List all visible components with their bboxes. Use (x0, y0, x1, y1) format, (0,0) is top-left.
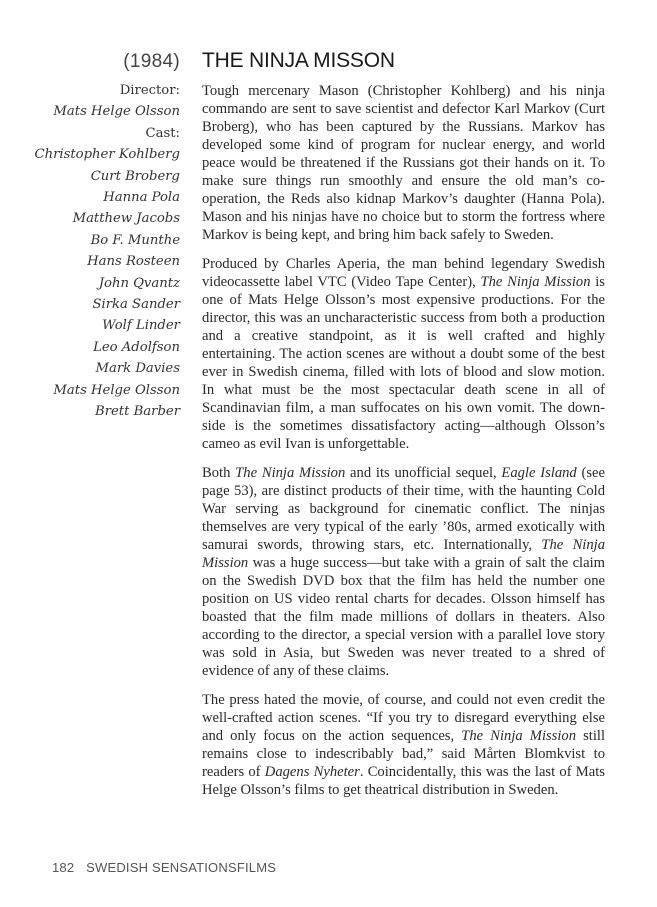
running-head: SWEDISH SENSATIONSFILMS (86, 860, 277, 875)
italic-title: The Ninja Mission (235, 465, 346, 481)
text-run: Tough mercenary Mason (Christopher Kohlberg) and his ninja commando are sent to save scientist and defector Karl Markov (Curt Broberg), who has been captured by the Russians. Markov has developed some kind of program for nuclear energy, and world peace would be threatened if the Russians got their hands on it. To make sure things run smoothly and ensure the old man’s co-operation, the Reds also kidnap Markov’s daughter (Hanna Pola). Mason and his ninjas have no choice but to storm the fortress where Markov is being kept, and bring him back safely to Sweden. (202, 83, 605, 243)
italic-title: Dagens Nyheter (264, 764, 360, 780)
cast-member: Curt Broberg (90, 168, 180, 184)
release-year: (1984) (123, 51, 180, 72)
director-label: Director: (119, 83, 180, 98)
article (202, 46, 605, 810)
cast-member: Mats Helge Olsson (53, 382, 180, 398)
cast-member: Brett Barber (95, 404, 180, 420)
text-run: . Coincidentally, this was the last of Mats Helge Olsson’s films to get theatrical distribution in Sweden. (202, 764, 605, 798)
cast-member: Hanna Pola (103, 190, 180, 206)
cast-member: Sirka Sander (92, 297, 180, 313)
italic-title: The Ninja Mission (461, 728, 577, 744)
text-run: Both (202, 465, 236, 481)
text-run: still remains close to indescribably bad,” said Mårten Blomkvist to readers of (202, 728, 606, 780)
cast-label: Cast: (145, 125, 180, 141)
director-name: Mats Helge Olsson (53, 104, 180, 120)
cast-member: Bo F. Munthe (90, 232, 180, 248)
text-run: is one of Mats Helge Olsson’s most expensive productions. For the director, this was an uncharacteristic success from both a production and a creative standpoint, as it is well crafted and highly entertaining. The action scenes are without a doubt some of the best ever in Swedish cinema, filled with lots of blood and slow motion. In what must be the most spectacular death scene in all of Scandinavian film, a man suffocates on his own vomit. The downside is the sometimes dissatisfactory acting—although Olsson’s cameo as evil Ivan is unforgettable. (202, 274, 605, 452)
credits-sidebar (0, 48, 180, 423)
page-number: 182 (52, 860, 75, 875)
text-run: (see page 53), are distinct products of their time, with the haunting Cold War serving as background for cinematic conflict. The ninjas themselves are very typical of the early ’80s, armed exotically with samurai swords, throwing stars, etc. Internationally, (202, 465, 606, 553)
cast-member: John Qvantz (98, 275, 180, 291)
cast-member: Christopher Kohlberg (34, 147, 180, 163)
body-paragraph (202, 691, 605, 799)
article-body (202, 82, 605, 799)
film-title: THE NINJA MISSON (202, 49, 395, 72)
italic-title: The Ninja Mission (480, 274, 591, 290)
cast-member: Wolf Linder (102, 318, 180, 334)
text-run: Produced by Charles Aperia, the man behind legendary Swedish videocassette label VTC (Video Tape Center), (202, 256, 605, 290)
body-paragraph (202, 255, 605, 453)
page-footer (52, 860, 276, 875)
cast-member: Mark Davies (95, 361, 180, 377)
cast-member: Matthew Jacobs (72, 211, 180, 227)
cast-member: Leo Adolfson (93, 339, 180, 355)
italic-title: The Ninja Mission (202, 537, 606, 571)
body-paragraph (202, 464, 605, 680)
cast-member: Hans Rosteen (87, 254, 180, 270)
italic-title: Eagle Island (501, 465, 577, 481)
cast-list (0, 144, 180, 422)
body-paragraph (202, 82, 605, 244)
text-run: was a huge success—but take with a grain of salt the claim on the Swedish DVD box that the film has held the number one position on US video rental charts for decades. Olsson himself has boasted that the film made millions of dollars in theaters. Also according to the director, a special version with a parallel love story was sold in Asia, but Sweden was never treated to a shred of evidence of any of these claims. (202, 555, 605, 679)
text-run: and its unofficial sequel, (345, 465, 502, 481)
text-run: The press hated the movie, of course, and could not even credit the well-crafted action scenes. “If you try to disregard everything else and only focus on the action sequences, (202, 692, 605, 744)
